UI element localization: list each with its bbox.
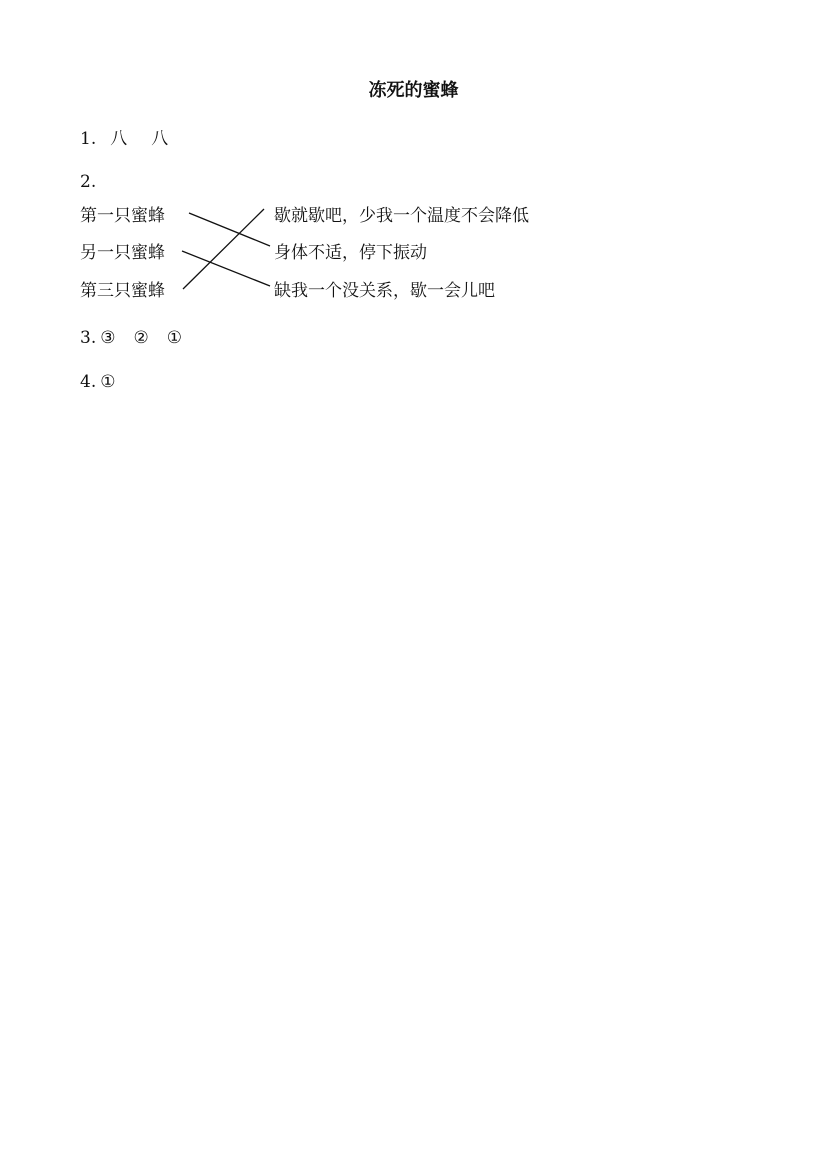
question-2-number: 2. <box>80 172 97 192</box>
question-3-answer-1: ③ <box>100 328 116 348</box>
match-right-item-1: 歇就歇吧，少我一个温度不会降低 <box>274 206 529 226</box>
match-right-item-3: 缺我一个没关系，歇一会儿吧 <box>274 281 495 301</box>
question-1-answer-1: 八 <box>110 129 128 149</box>
match-line-2-to-3 <box>182 251 270 286</box>
question-1 <box>80 128 168 150</box>
question-3 <box>80 327 182 349</box>
page-title: 冻死的蜜蜂 <box>368 80 459 101</box>
match-left-item-2: 另一只蜜蜂 <box>80 243 165 263</box>
question-1-answer-2: 八 <box>151 129 169 149</box>
question-4-answer-1: ① <box>100 372 116 392</box>
question-4-number: 4. <box>80 372 97 392</box>
match-line-3-to-1 <box>183 209 264 289</box>
question-3-answer-3: ① <box>166 328 182 348</box>
match-line-1-to-2 <box>189 213 270 246</box>
question-1-number: 1. <box>80 129 97 149</box>
question-3-number: 3. <box>80 328 97 348</box>
match-left-item-1: 第一只蜜蜂 <box>80 206 165 226</box>
match-right-item-2: 身体不适，停下振动 <box>274 243 427 263</box>
question-3-answer-2: ② <box>133 328 149 348</box>
match-left-item-3: 第三只蜜蜂 <box>80 281 165 301</box>
question-4 <box>80 371 115 393</box>
